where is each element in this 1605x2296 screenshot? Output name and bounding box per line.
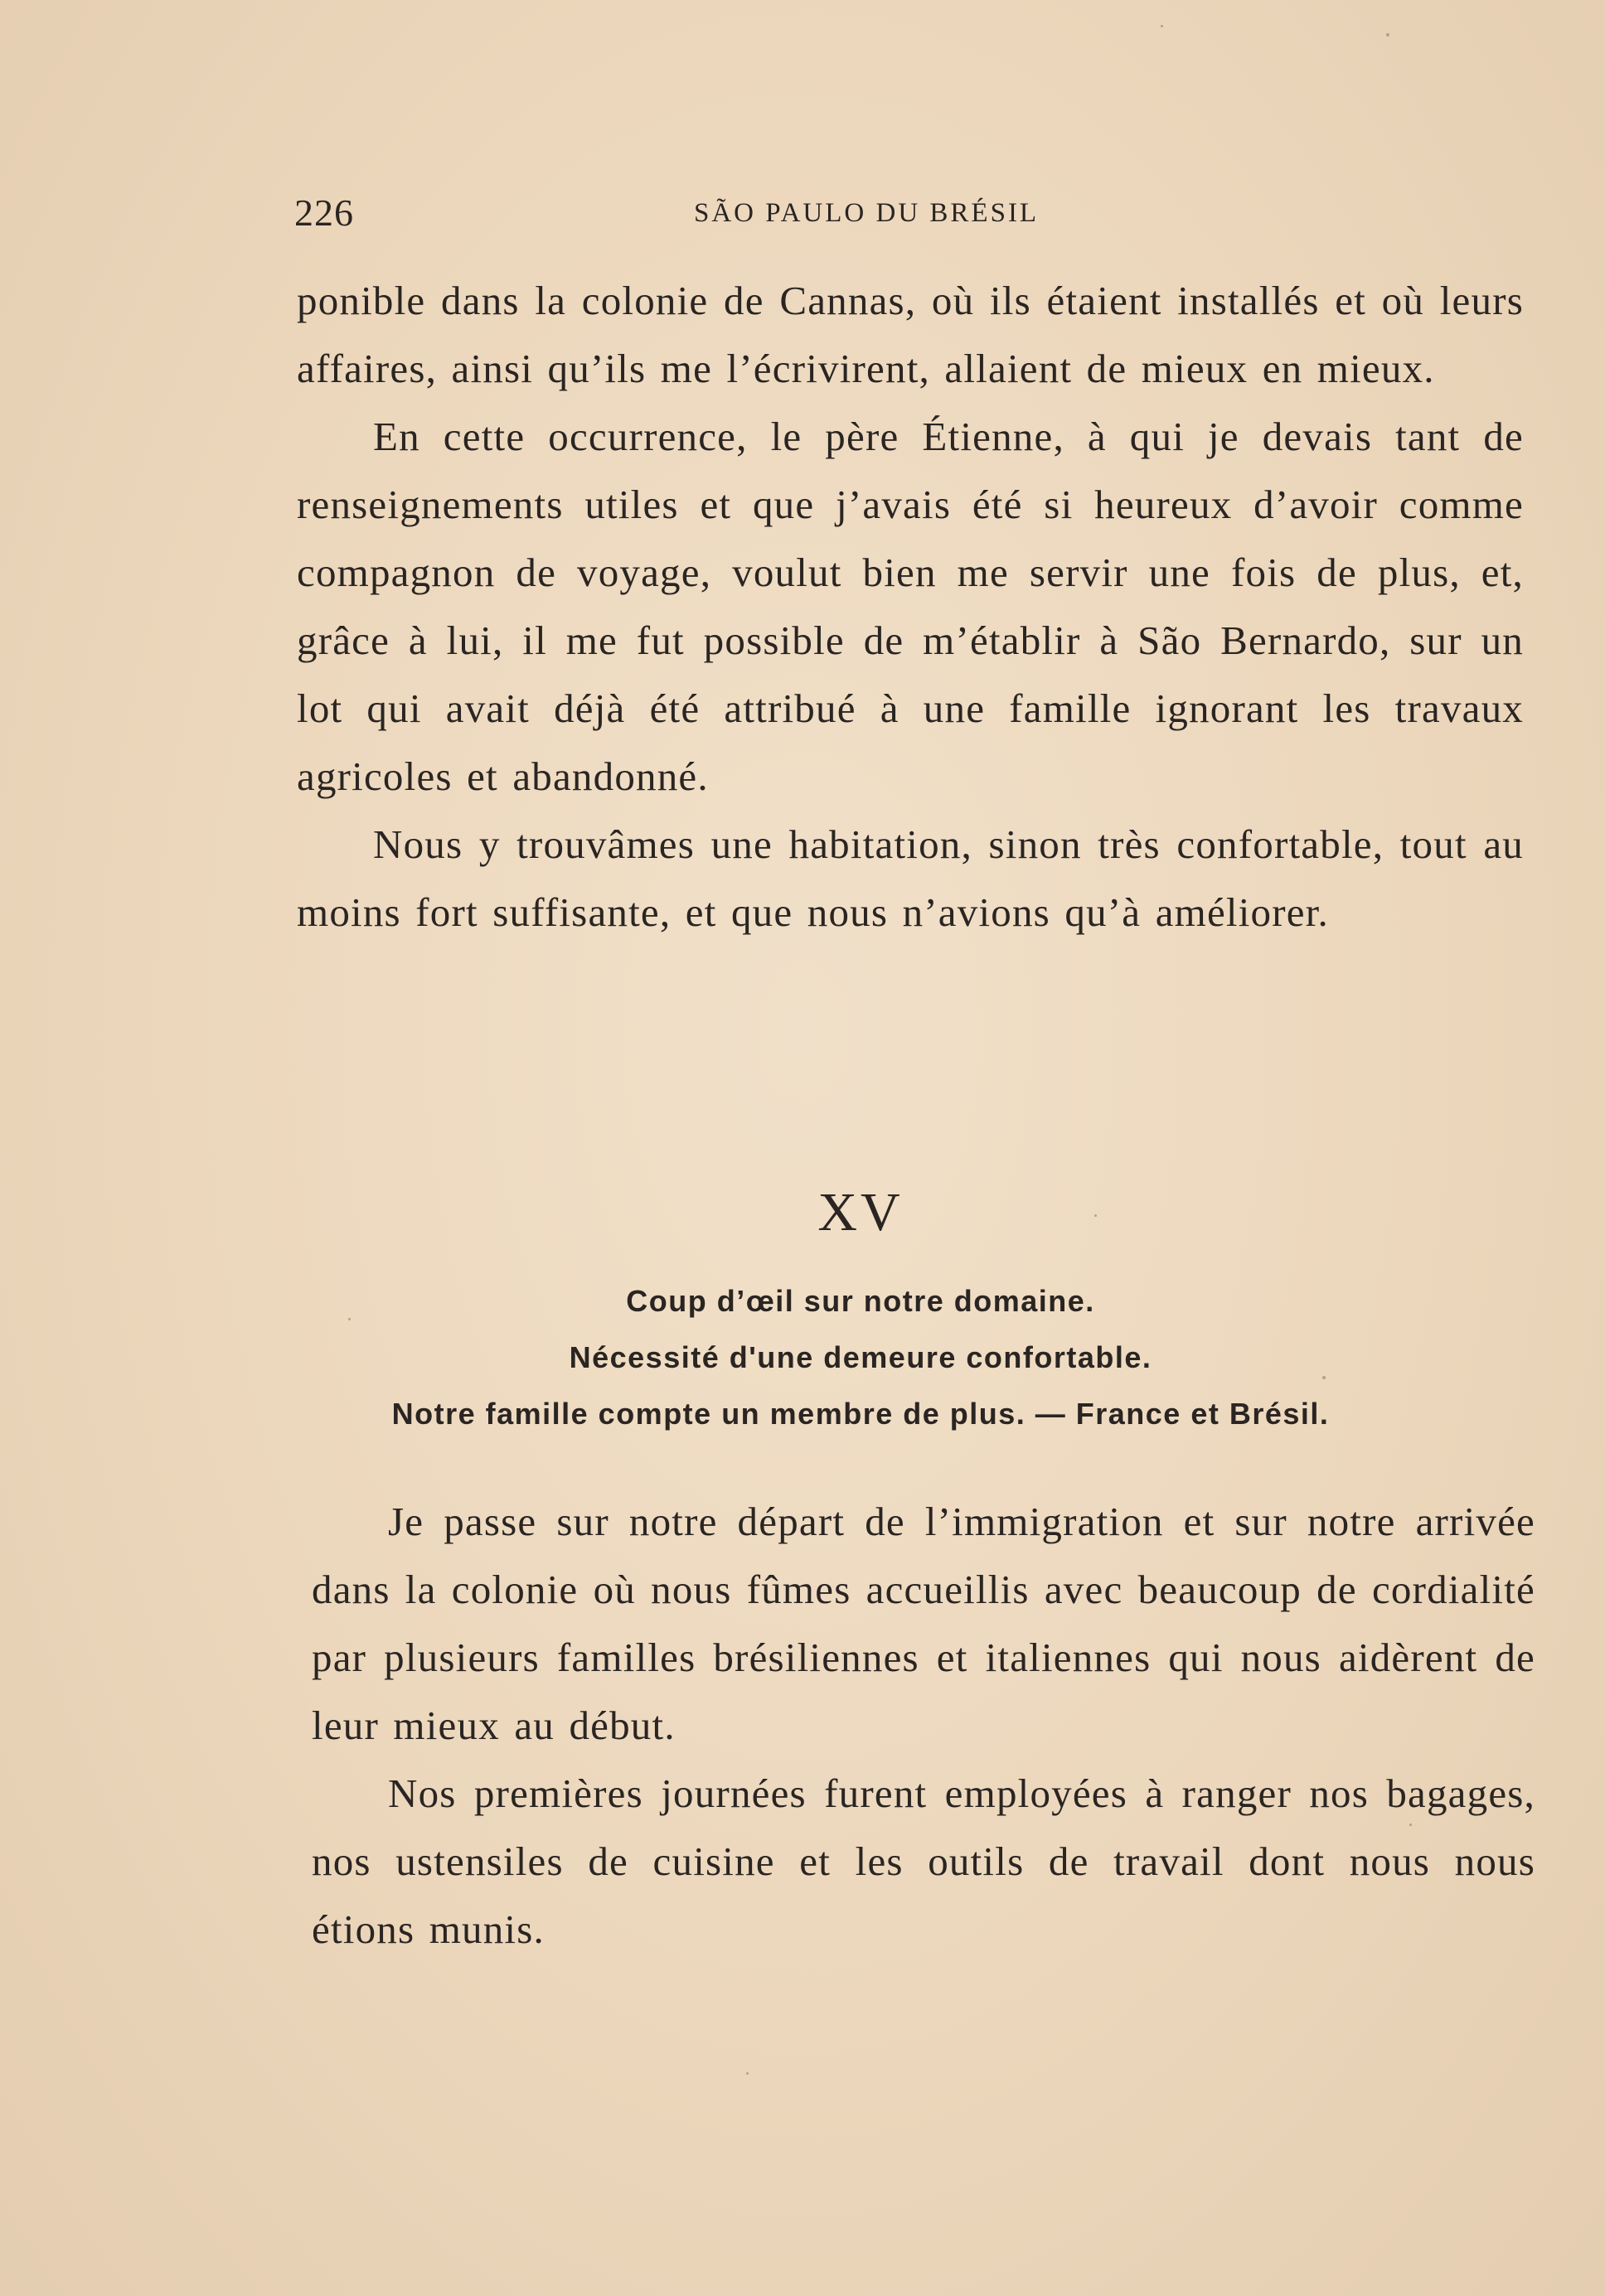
paragraph: Je passe sur notre départ de l’immigration et sur notre arrivée dans la colonie où nous fûmes accueillis avec beaucoup de cordialité par plusieurs familles brésiliennes et italiennes qui nous aidèrent de leur mieux au début. [312,1499,1535,1748]
text-block-after-chapter [312,1488,1535,1964]
paper-speck [1322,1376,1326,1379]
text-block-before-chapter [297,267,1524,947]
paper-speck [1161,25,1163,27]
paragraph: En cette occurrence, le père Étienne, à qui je devais tant de renseignements utiles et que j’avais été si heureux d’avoir comme compagnon de voyage, voulut bien me servir une fois de plus, et, grâce à lui, il me fut possible de m’établir à São Bernardo, sur un lot qui avait déjà été attribué à une famille ignorant les travaux agricoles et abandonné. [297,414,1524,799]
page-header [294,184,1521,242]
chapter-number: XV [817,1182,904,1242]
chapter-summary-line: Notre famille compte un membre de plus. — France et Brésil. [391,1397,1330,1431]
chapter-summary-line: Nécessité d'une demeure confortable. [569,1340,1152,1374]
page-number: 226 [294,191,354,234]
paragraph: Nos premières journées furent employées à ranger nos bagages, nos ustensiles de cuisine et les outils de travail dont nous nous étions munis. [312,1770,1535,1952]
paragraph-continued: ponible dans la colonie de Cannas, où ils étaient installés et où leurs affaires, ainsi qu’ils me l’écrivirent, allaient de mieux en mieux. [297,278,1524,391]
paper-speck [1409,1824,1412,1826]
paper-speck [1386,33,1389,36]
running-title: SÃO PAULO DU BRÉSIL [694,198,1040,228]
paper-speck [1094,1214,1097,1217]
paper-speck [746,2072,749,2075]
paper-speck [348,1318,351,1320]
chapter-summary-line: Coup d’œil sur notre domaine. [626,1284,1095,1318]
paragraph: Nous y trouvâmes une habitation, sinon très confortable, tout au moins fort suffisante, et que nous n’avions qu’à améliorer. [297,821,1524,935]
chapter-summary [0,1273,1605,1442]
